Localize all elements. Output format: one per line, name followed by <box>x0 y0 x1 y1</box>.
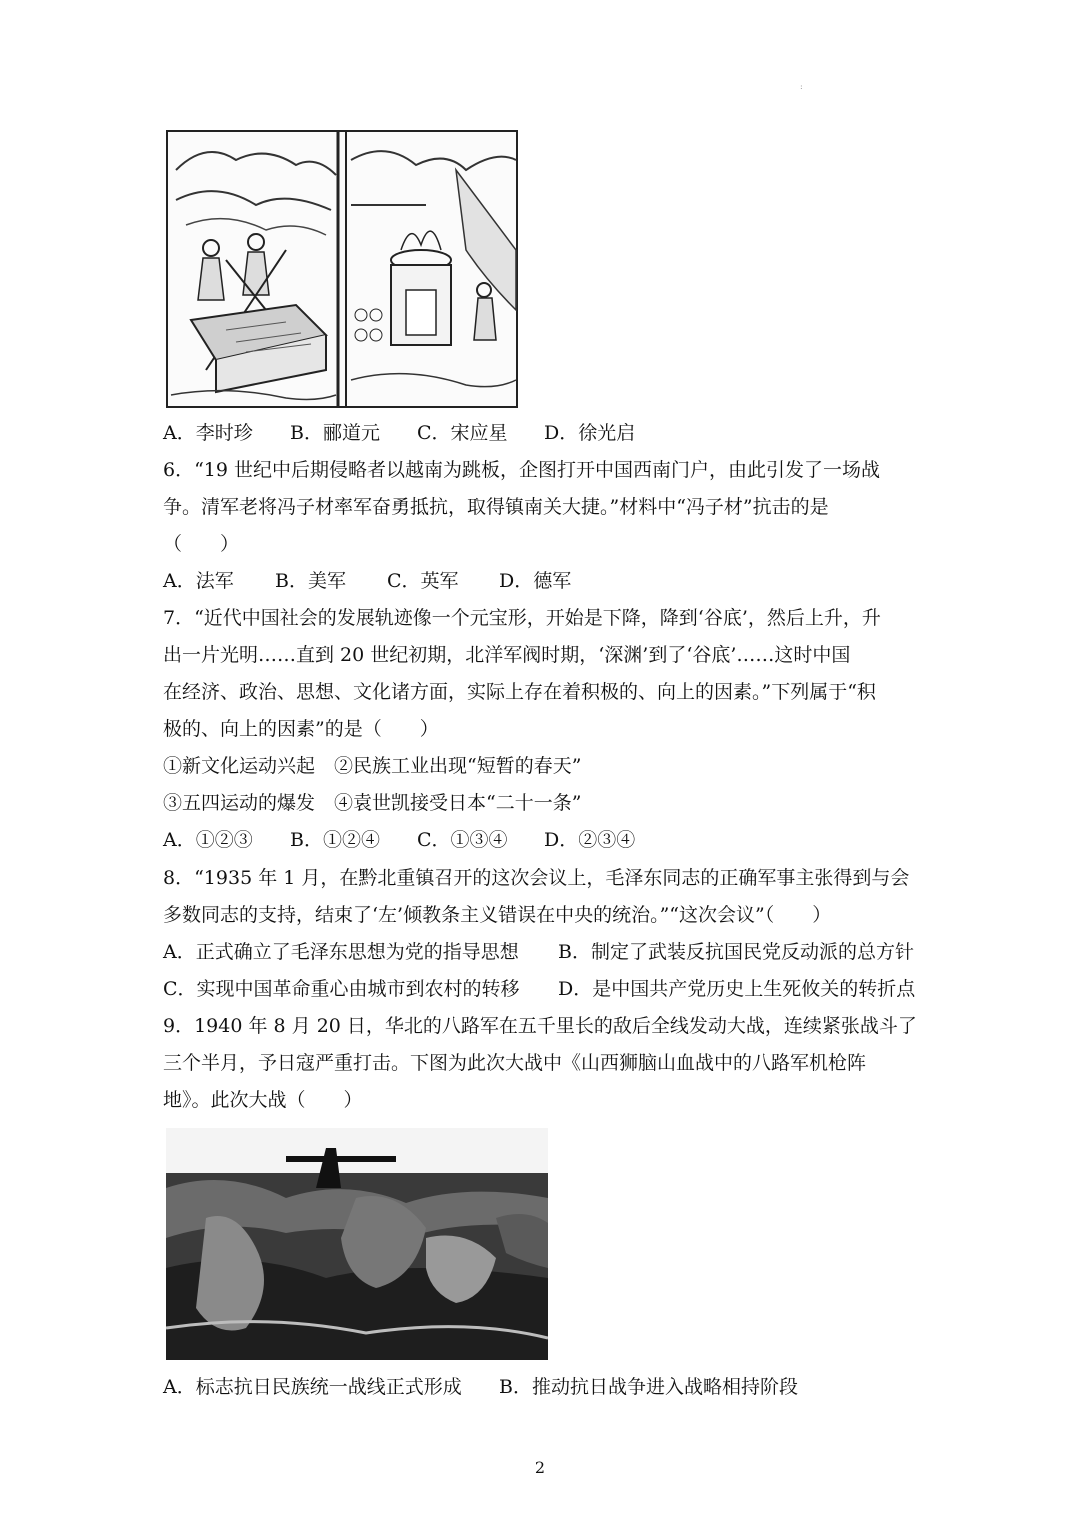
q8-stem-line-2: 多数同志的支持，结束了‘左’倾教条主义错误在中央的统治。”“这次会议”（ ） <box>163 904 832 926</box>
corner-mark: : <box>800 82 803 91</box>
q8-option-a[interactable]: A．正式确立了毛泽东思想为党的指导思想 <box>163 941 519 963</box>
q7-stem-line-4: 极的、向上的因素”的是（ ） <box>163 718 439 740</box>
page-number: 2 <box>534 1458 546 1477</box>
q5-option-c[interactable]: C．宋应星 <box>417 422 508 444</box>
q8-option-d[interactable]: D．是中国共产党历史上生死攸关的转折点 <box>558 978 916 1000</box>
q8-stem-line-1: 8．“1935 年 1 月，在黔北重镇召开的这次会议上，毛泽东同志的正确军事主张得到与会 <box>163 867 910 889</box>
q6-stem-line-2: 争。清军老将冯子材率军奋勇抵抗，取得镇南关大捷。”材料中“冯子材”抗击的是 <box>163 496 829 518</box>
q7-option-d[interactable]: D．②③④ <box>544 829 636 851</box>
q8-options-row-1 <box>163 940 914 964</box>
q8-option-b[interactable]: B．制定了武装反抗国民党反动派的总方针 <box>558 941 914 963</box>
q6-option-c[interactable]: C．英军 <box>387 570 459 592</box>
q5-option-a[interactable]: A．李时珍 <box>163 422 253 444</box>
machine-gun-position-photo <box>166 1128 548 1360</box>
q8-option-c[interactable]: C．实现中国革命重心由城市到农村的转移 <box>163 978 520 1000</box>
q7-items-row-1: ①新文化运动兴起 ②民族工业出现“短暂的春天” <box>163 755 582 777</box>
q5-option-d[interactable]: D．徐光启 <box>544 422 636 444</box>
q6-option-a[interactable]: A．法军 <box>163 570 234 592</box>
q7-items-row-2: ③五四运动的爆发 ④袁世凯接受日本“二十一条” <box>163 792 582 814</box>
q9-option-a[interactable]: A．标志抗日民族统一战线正式形成 <box>163 1376 462 1398</box>
q7-option-c[interactable]: C．①③④ <box>417 829 508 851</box>
q6-options <box>163 569 571 593</box>
q7-stem-line-2: 出一片光明……直到 20 世纪初期，北洋军阀时期，‘深渊’到了‘谷底’……这时中国 <box>163 644 851 666</box>
ancient-illustration <box>166 130 518 408</box>
q7-options <box>163 828 635 852</box>
q9-stem-line-2: 三个半月，予日寇严重打击。下图为此次大战中《山西狮脑山血战中的八路军机枪阵 <box>163 1052 867 1074</box>
q9-options-row-1 <box>163 1375 798 1399</box>
q9-stem-line-1: 9．1940 年 8 月 20 日，华北的八路军在五千里长的敌后全线发动大战，连续紧张战斗了 <box>163 1015 917 1037</box>
q8-options-row-2 <box>163 977 915 1001</box>
q6-option-d[interactable]: D．德军 <box>499 570 572 592</box>
q7-stem-line-1: 7．“近代中国社会的发展轨迹像一个元宝形，开始是下降，降到‘谷底’，然后上升，升 <box>163 607 881 629</box>
q6-answer-blank: （ ） <box>163 533 240 555</box>
q6-option-b[interactable]: B．美军 <box>275 570 346 592</box>
q6-stem-line-1: 6．“19 世纪中后期侵略者以越南为跳板，企图打开中国西南门户，由此引发了一场战 <box>163 459 881 481</box>
q7-option-b[interactable]: B．①②④ <box>290 829 380 851</box>
q9-stem-line-3: 地》。此次大战（ ） <box>163 1089 363 1111</box>
q7-option-a[interactable]: A．①②③ <box>163 829 253 851</box>
q7-stem-line-3: 在经济、政治、思想、文化诸方面，实际上存在着积极的、向上的因素。”下列属于“积 <box>163 681 876 703</box>
q5-option-b[interactable]: B．郦道元 <box>290 422 380 444</box>
q9-option-b[interactable]: B．推动抗日战争进入战略相持阶段 <box>499 1376 798 1398</box>
q5-options <box>163 421 635 445</box>
